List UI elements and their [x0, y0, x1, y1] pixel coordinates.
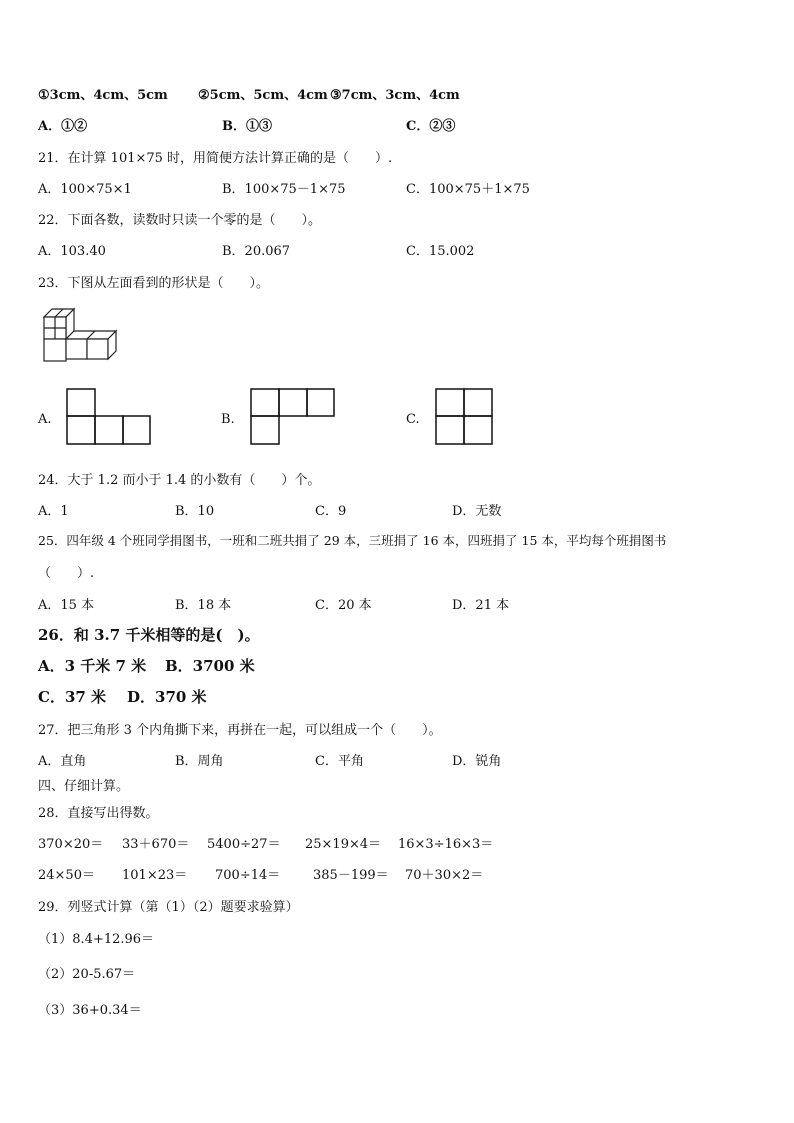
q22-option-b: B．20.067 — [222, 244, 291, 259]
option-set-3: ③7cm、3cm、4cm — [330, 88, 460, 103]
q25-stem: 25．四年级 4 个班同学捐图书，一班和二班共捐了 29 本，三班捐了 16 本，四班捐了 15 本，平均每个班捐图书 — [38, 533, 667, 548]
q26-option-d: D．370 米 — [127, 688, 207, 706]
q26-stem: 26．和 3.7 千米相等的是( )。 — [38, 626, 260, 644]
q23-option-b-shape — [250, 388, 336, 446]
q28-r1-c3: 5400÷27＝ — [207, 837, 281, 852]
q21-option-b: B．100×75－1×75 — [222, 182, 346, 197]
q23-cube-figure — [40, 305, 120, 365]
q24-stem: 24．大于 1.2 而小于 1.4 的小数有（ ）个。 — [38, 473, 321, 488]
q29-part-2: （2）20-5.67＝ — [38, 967, 136, 982]
q28-r2-c5: 70＋30×2＝ — [405, 868, 484, 883]
q27-stem: 27．把三角形 3 个内角撕下来，再拼在一起，可以组成一个（ ）。 — [38, 723, 442, 738]
q27-option-b: B．周角 — [175, 754, 224, 769]
q27-option-c: C．平角 — [315, 754, 364, 769]
q27-option-a: A．直角 — [38, 754, 87, 769]
q23-option-c-shape — [435, 388, 495, 446]
q22-option-a: A．103.40 — [38, 244, 106, 259]
q23-option-b-label: B. — [221, 412, 235, 427]
q28-r1-c4: 25×19×4＝ — [305, 837, 382, 852]
q25-option-c: C．20 本 — [315, 598, 372, 613]
q29-part-1: （1）8.4+12.96＝ — [38, 932, 155, 947]
q29-part-3: （3）36+0.34＝ — [38, 1003, 142, 1018]
q28-stem: 28．直接写出得数。 — [38, 806, 159, 821]
q28-r1-c5: 16×3÷16×3＝ — [398, 837, 494, 852]
q24-option-c: C．9 — [315, 504, 347, 519]
q21-option-a: A．100×75×1 — [38, 182, 132, 197]
q22-option-c: C．15.002 — [406, 244, 475, 259]
q23-option-a-shape — [66, 388, 152, 446]
q28-r1-c2: 33＋670＝ — [122, 837, 190, 852]
q29-stem: 29．列竖式计算（第（1）（2）题要求验算） — [38, 900, 299, 915]
q23-option-c-label: C. — [406, 412, 420, 427]
q20-option-b: B．①③ — [222, 119, 272, 134]
q25-option-b: B．18 本 — [175, 598, 232, 613]
q20-option-a: A．①② — [38, 119, 88, 134]
q24-option-d: D．无数 — [452, 504, 502, 519]
option-set-2: ②5cm、5cm、4cm — [198, 88, 328, 103]
option-set-1: ①3cm、4cm、5cm — [38, 88, 168, 103]
q28-r2-c3: 700÷14＝ — [215, 868, 281, 883]
q26-option-a: A．3 千米 7 米 — [38, 657, 147, 675]
q23-stem: 23．下图从左面看到的形状是（ ）。 — [38, 276, 270, 291]
q25-option-d: D．21 本 — [452, 598, 510, 613]
q26-option-c: C．37 米 — [38, 688, 107, 706]
q26-option-b: B．3700 米 — [165, 657, 255, 675]
q28-r2-c2: 101×23＝ — [122, 868, 188, 883]
q22-stem: 22．下面各数，读数时只读一个零的是（ ）。 — [38, 213, 322, 228]
q28-r1-c1: 370×20＝ — [38, 837, 104, 852]
q25-stem-continued: （ ）. — [38, 566, 95, 581]
section-heading: 四、仔细计算。 — [38, 779, 130, 794]
q21-option-c: C．100×75＋1×75 — [406, 182, 530, 197]
q24-option-a: A．1 — [38, 504, 69, 519]
q25-option-a: A．15 本 — [38, 598, 95, 613]
q27-option-d: D．锐角 — [452, 754, 502, 769]
q23-option-a-label: A. — [38, 412, 52, 427]
q24-option-b: B．10 — [175, 504, 215, 519]
q20-option-c: C．②③ — [406, 119, 456, 134]
q28-r2-c1: 24×50＝ — [38, 868, 95, 883]
q21-stem: 21．在计算 101×75 时，用简便方法计算正确的是（ ）. — [38, 151, 393, 166]
q28-r2-c4: 385－199＝ — [313, 868, 389, 883]
